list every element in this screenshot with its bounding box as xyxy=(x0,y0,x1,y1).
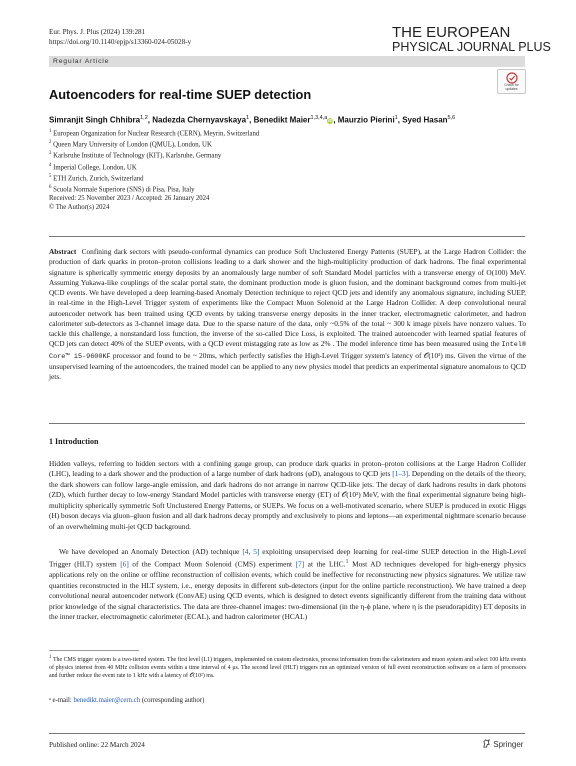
affiliation-text: Scuola Normale Superiore (SNS) di Pisa, Pisa, Italy xyxy=(53,186,195,194)
paper-title: Autoencoders for real-time SUEP detection xyxy=(49,87,312,102)
badge-line2: updates xyxy=(505,86,518,91)
author-name: Benedikt Maier xyxy=(253,115,311,125)
author-affil: 1,2 xyxy=(140,115,148,121)
intro-text: of the Compact Muon Solenoid (CMS) experiment xyxy=(128,559,296,569)
affiliation-item xyxy=(49,128,259,139)
divider-bottom xyxy=(49,733,525,734)
affiliation-text: Imperial College, London, UK xyxy=(53,163,137,171)
email-link[interactable]: benedikt.maier@cern.ch xyxy=(73,697,141,704)
abstract-text-2: processor and found to be ~ 20ms, which perfectly satisfies the High-Level Trigger system's latency of 𝒪(10²) ms. Given the virtue of the unsupervised learning of the autoencoders, the trained model can be applied to any new physics model that predicts an experimental signature anomalous to QCD jets. xyxy=(49,350,526,381)
publisher-name: Springer xyxy=(493,740,524,749)
footnote-ref[interactable]: 1 xyxy=(345,559,349,566)
author-list xyxy=(49,115,529,125)
affiliation-item xyxy=(49,162,259,173)
author-name: Nadezda Chernyavskaya xyxy=(152,115,247,125)
footnote-num: 1 xyxy=(49,655,52,660)
corresponding-email xyxy=(49,697,204,704)
journal-line2: PHYSICAL JOURNAL PLUS xyxy=(392,39,551,54)
citation-link[interactable]: [4, 5] xyxy=(242,547,260,556)
email-prefix: ᵃ e-mail: xyxy=(49,697,74,704)
orcid-icon[interactable]: iD xyxy=(328,117,333,123)
received-accepted: Received: 25 November 2023 / Accepted: 26 January 2024 xyxy=(49,195,210,202)
footnote xyxy=(49,654,526,680)
affiliation-num: 5 xyxy=(49,173,52,179)
author-sep: , xyxy=(249,115,254,125)
check-for-updates-badge[interactable] xyxy=(497,69,526,94)
citation-link[interactable]: [6] xyxy=(120,559,129,569)
affiliation-num: 3 xyxy=(49,151,52,157)
springer-horse-icon xyxy=(482,739,491,748)
journal-logo xyxy=(392,26,551,54)
intro-paragraph-2 xyxy=(49,547,526,623)
article-dates xyxy=(49,195,209,213)
abstract-text-1: Confining dark sectors with pseudo-conformal dynamics can produce Soft Unclustered Energy Patterns (SUEP), at the Large Hadron Collider: the production of dark quarks in proton–proton collisions leading to a dark shower and the high-multiplicity production of dark hadrons. The final experimental signature is spherically symmetric energy deposits by an anomalously large number of soft Standard Model particles with a transverse energy of O(100) MeV. Assuming Yukawa-like couplings of the scalar portal state, the dominant production mode is gluon fusion, and the dominant background comes from multi-jet QCD events. We have developed a deep learning-based Anomaly Detection technique to reject QCD jets and identify any anomalous signature, including SUEP, in real-time in the High-Level Trigger system of experiments like the Compact Muon Solenoid at the Large Hadron Collider. A deep convolutional neural autoencoder network has been trained using QCD events by taking transverse energy deposits in the inner tracker, electromagnetic calorimeter, and hadron calorimeter sub-detectors as 3-channel image data. Due to the sparse nature of the data, only ~0.5% of the total ~ 300 k image pixels have nonzero values. To tackle this challenge, a nonstandard loss function, the inverse of the so-called Dice Loss, is exploited. The trained autoencoder with learned spatial features of QCD jets can detect 40% of the SUEP events, with a QCD event mistagging rate as low as 2% . The model inference time has been measured using the xyxy=(49,247,526,349)
journal-line1: THE EUROPEAN xyxy=(392,24,511,41)
affiliation-num: 4 xyxy=(49,162,52,168)
author-affil: 1 xyxy=(394,115,398,121)
abstract xyxy=(49,247,526,382)
affiliation-text: Queen Mary University of London (QMUL), London, UK xyxy=(53,141,212,149)
citation-line: Eur. Phys. J. Plus (2024) 139:281 xyxy=(49,28,146,36)
badge-line1: Check for xyxy=(504,83,519,87)
affiliation-num: 2 xyxy=(49,140,52,146)
email-suffix: (corresponding author) xyxy=(140,697,205,704)
author-name: Syed Hasan xyxy=(402,115,448,125)
author-name: Maurzio Pierini xyxy=(337,115,395,125)
footnote-divider xyxy=(49,650,139,651)
intro-text: exploiting unsupervised deep learning for real-time SUEP detection in the High-Level Trigger (HLT) system xyxy=(49,547,526,569)
affiliation-item xyxy=(49,150,259,161)
abstract-processor: Intel® Core™ i5-9600KF xyxy=(49,341,526,361)
author-affil: 1,3,4,a xyxy=(310,115,328,121)
author-sep: , xyxy=(147,115,153,125)
published-date: Published online: 22 March 2024 xyxy=(49,741,145,749)
abstract-label: Abstract xyxy=(49,247,77,256)
affiliation-text: Karlsruhe Institute of Technology (KIT), Karlsruhe, Germany xyxy=(53,152,222,160)
intro-paragraph-1 xyxy=(49,459,526,532)
article-type-label: Regular Article xyxy=(53,58,110,65)
intro-text: Hidden valleys, referring to hidden sectors with a confining gauge group, can produce dark quarks in proton–proton collisions at the Large Hadron Collider (LHC), leading to a dark shower and the production of a large number of dark hadrons (φD), analogous to QCD jets xyxy=(49,459,526,479)
author-affil: 5,6 xyxy=(447,115,456,121)
affiliation-list xyxy=(49,128,259,195)
citation-link[interactable]: [7] xyxy=(295,559,305,569)
section-title: 1 Introduction xyxy=(49,437,99,446)
citation-link[interactable]: [1–3] xyxy=(392,469,409,479)
affiliation-num: 6 xyxy=(49,184,52,190)
author-sep: , xyxy=(397,115,403,125)
divider-top xyxy=(49,236,525,237)
author-affil: 1 xyxy=(246,115,250,121)
copyright-line: © The Author(s) 2024 xyxy=(49,203,110,211)
footnote-text: The CMS trigger system is a two-tiered system. The first level (L1) triggers, implemented on custom electronics, process information from the calorimeters and muon system and select 100 kHz events of physics interest from 40 MHz collision events within a time interval of 4 μs. The second level (HLT) triggers run an optimized version of full event reconstruction software on a farm of processors and further reduce the event rate to 1 kHz with a latency of 𝒪(10²) ms. xyxy=(49,656,526,679)
affiliation-text: European Organization for Nuclear Research (CERN), Meyrin, Switzerland xyxy=(53,130,260,138)
author-name: Simranjit Singh Chhibra xyxy=(49,115,141,125)
publisher-logo xyxy=(482,739,523,749)
affiliation-text: ETH Zurich, Zurich, Switzerland xyxy=(53,174,144,182)
intro-text: at the LHC. xyxy=(304,559,346,569)
intro-text: We have developed an Anomaly Detection (AD) technique xyxy=(59,547,243,556)
affiliation-item xyxy=(49,173,259,184)
doi-link[interactable]: https://doi.org/10.1140/epjp/s13360-024-05028-y xyxy=(49,38,192,46)
author-sep: , xyxy=(333,115,338,125)
divider-abstract xyxy=(49,423,525,424)
affiliation-item xyxy=(49,184,259,195)
citation-header xyxy=(49,27,191,47)
affiliation-num: 1 xyxy=(49,129,52,134)
intro-text: Most AD techniques developed for high-energy physics applications rely on the online or offline reconstruction of collision events, which could be ineffective for reconstructing new physics signatures. We utilize raw quantities reconstructed in the HLT system, i.e., energy deposits in different sub-detectors (input for the online particle reconstruction). We have trained a deep convolutional neural autoencoder network (ConvAE) using QCD events, which is designed to detect events significantly different from the training data without prior knowledge of the signal characteristics. The data are three-channel images: two-dimensional (in the η-ϕ plane, where η is the pseudorapidity) ET deposits in the inner tracker, electromagnetic calorimeter (ECAL), and hadron calorimeter (HCAL) xyxy=(49,559,526,622)
article-type-band xyxy=(49,56,525,67)
affiliation-item xyxy=(49,139,259,150)
intro-text: . Depending on the details of the theory, the dark showers can follow large-angle emission, and dark hadrons do not arrange in narrow QCD-like jets. The decay of dark hadrons results in dark photons (ZD), which further decay to low-energy Standard Model particles with transverse energy (ET) of 𝒪(10²) MeV, with the final experimental signature being high-multiplicity spherically symmetric Soft Unclustered Energy Patterns, or SUEPs. We focus on a well-motivated scenario, where SUEP is produced in exotic Higgs (H) boson decays via gluon–gluon fusion and all dark hadrons decay promptly and exclusively to pions and leptons—an experimental nightmare scenario because of an overwhelming multi-jet QCD background. xyxy=(49,469,526,531)
